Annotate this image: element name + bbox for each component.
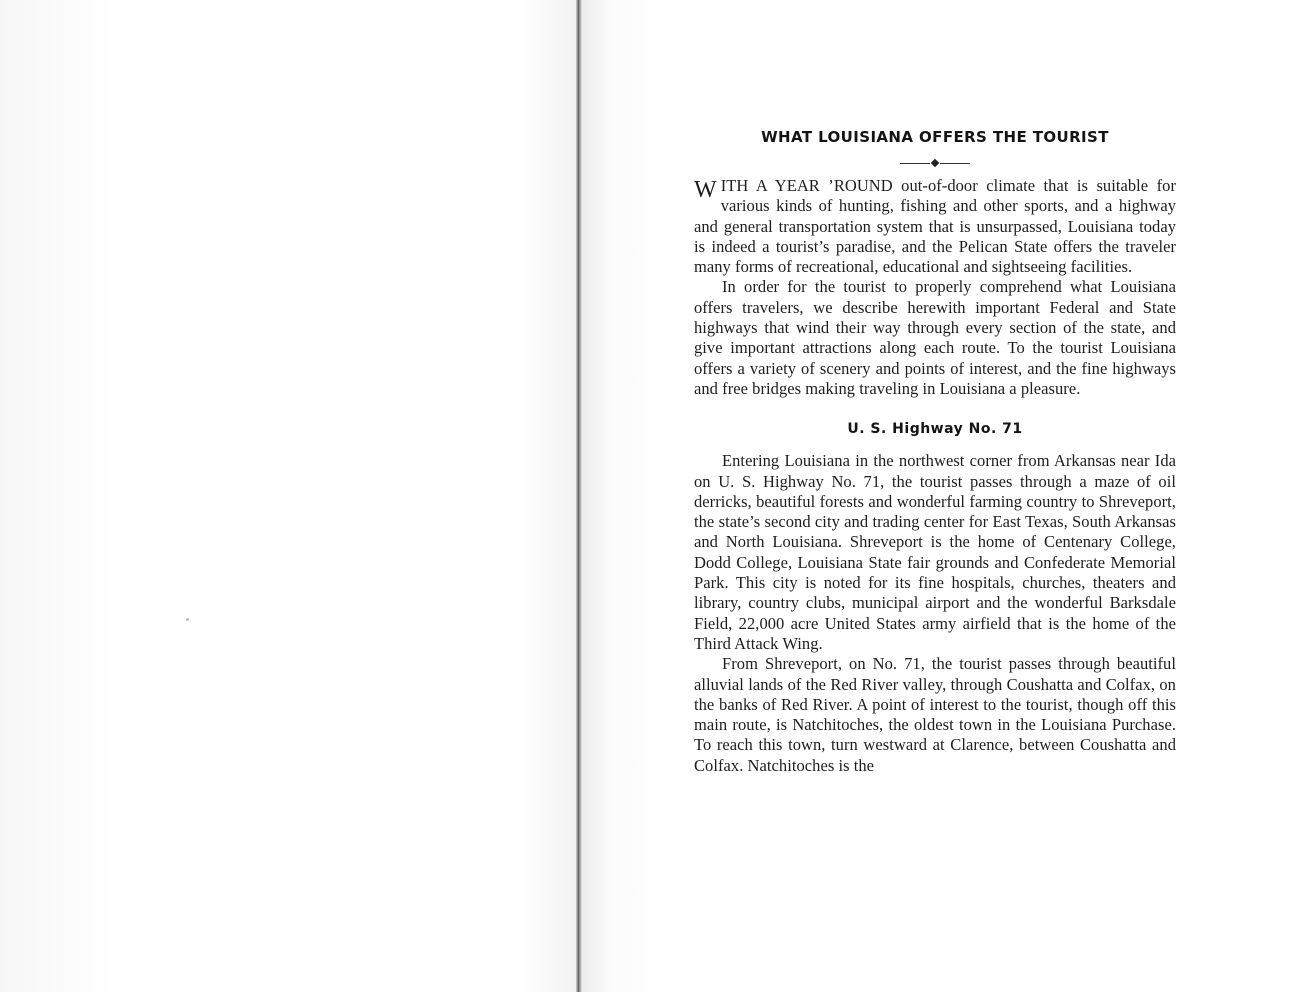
section-paragraph-2: From Shreveport, on No. 71, the tourist passes through beautiful alluvial lands of the Red River valley, through Coushatta and Colfax, on the banks of Red River. A point of interest to the tourist, though off this main route, is Natchitoches, the oldest town in the Louisiana Purchase. To reach this town, turn westward at Clarence, between Coushatta and Colfax. Natchitoches is the (694, 654, 1176, 775)
drop-cap: W (694, 177, 717, 203)
ornament-divider (694, 154, 1176, 168)
intro-text: ITH A YEAR ’ROUND out-of-door climate that is suitable for various kinds of hunting, fishing and other sports, and a highway and general transportation system that is unsurpassed, Louisiana today is indeed a tourist’s paradise, and the Pelican State offers the traveler many forms of recreational, educational and sightseeing facilities. (694, 176, 1176, 277)
page-speck (186, 618, 189, 621)
intro-paragraph (694, 176, 1176, 277)
section-heading: U. S. Highway No. 71 (847, 421, 1023, 438)
left-page-blank (0, 0, 578, 992)
ornament-line-left (900, 163, 930, 164)
paragraph-2: In order for the tourist to properly comprehend what Louisiana offers travelers, we describe herewith important Federal and State highways that wind their way through every section of the state, and give important attractions along each route. To the tourist Louisiana offers a variety of scenery and points of interest, and the fine highways and free bridges making traveling in Louisiana a pleasure. (694, 277, 1176, 398)
ornament-line-right (940, 163, 970, 164)
right-page (582, 0, 1290, 992)
section-paragraph-1: Entering Louisiana in the northwest corner from Arkansas near Ida on U. S. Highway No. 71, the tourist passes through a maze of oil derricks, beautiful forests and wonderful farming country to Shreveport, the state’s second city and trading center for East Texas, South Arkansas and North Louisiana. Shreveport is the home of Centenary College, Dodd College, Louisiana State fair grounds and Confederate Memorial Park. This city is noted for its fine hospitals, churches, theaters and library, country clubs, municipal airport and the wonderful Barksdale Field, 22,000 acre United States army airfield that is the home of the Third Attack Wing. (694, 451, 1176, 653)
page-title: WHAT LOUISIANA OFFERS THE TOURIST (761, 128, 1109, 146)
diamond-icon (931, 159, 939, 167)
page-content (694, 128, 1176, 776)
